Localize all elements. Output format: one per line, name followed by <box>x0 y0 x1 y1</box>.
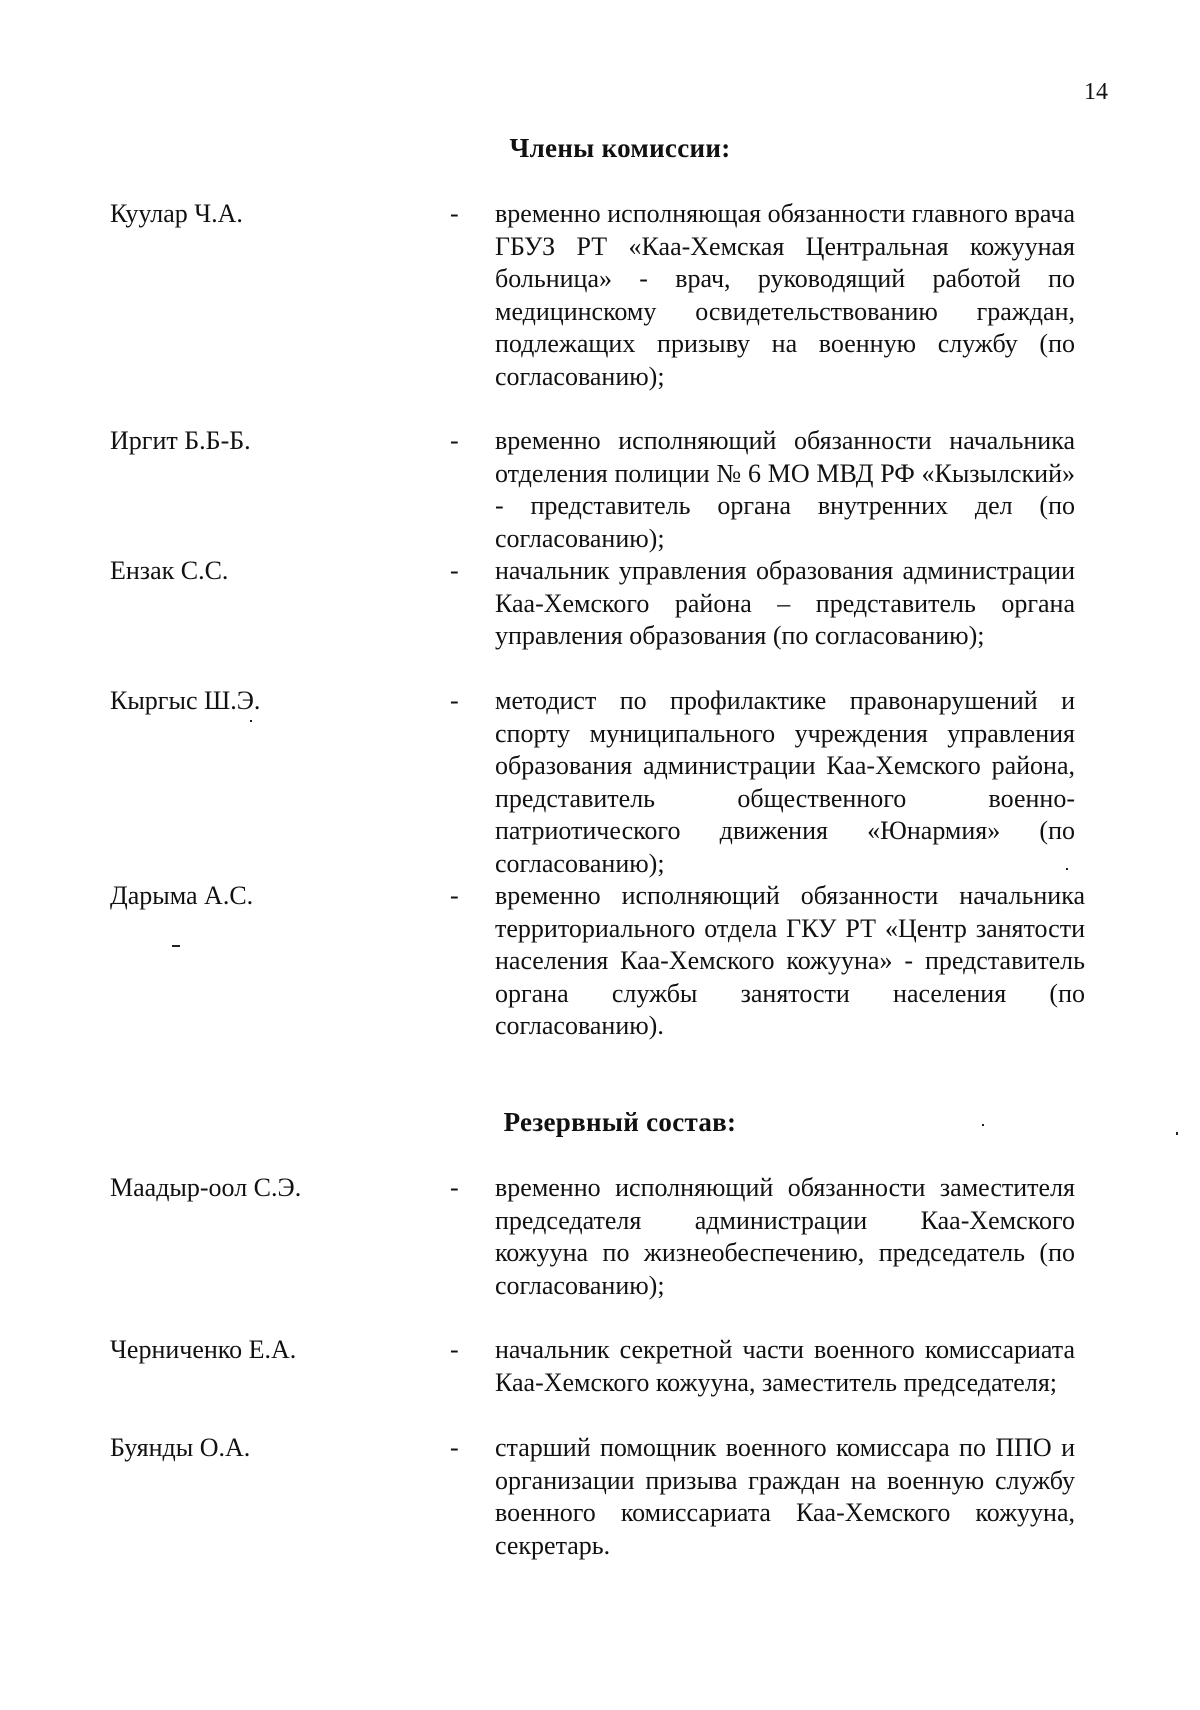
reserve-description: начальник секретной части военного комиссариата Каа-Хемского кожууна, заместитель председателя; <box>495 1335 1075 1397</box>
scan-speck <box>982 1124 984 1126</box>
member-dash: - <box>450 426 459 455</box>
member-name: Иргит Б.Б-Б. <box>110 426 251 455</box>
member-entry <box>0 425 1200 553</box>
reserve-name: Буянды О.А. <box>110 1433 251 1462</box>
reserve-entry <box>0 1334 1200 1397</box>
reserve-description: старший помощник военного комиссара по ППО и организации призыва граждан на военную службу военного комиссариата Каа-Хемского кожууна, секретарь. <box>495 1433 1075 1560</box>
reserve-name: Черниченко Е.А. <box>110 1335 297 1364</box>
member-name: Кыргыс Ш.Э. <box>110 686 261 715</box>
member-dash: - <box>450 556 459 585</box>
reserve-dash: - <box>450 1173 459 1202</box>
reserve-entry <box>0 1432 1200 1560</box>
member-description: временно исполняющая обязанности главного врача ГБУЗ РТ «Каа-Хемская Центральная кожууная больница» - врач, руководящий работой по медицинскому освидетельствованию граждан, подлежащих призыву на военную службу (по согласованию); <box>495 199 1075 391</box>
reserve-description: временно исполняющий обязанности заместителя председателя администрации Каа-Хемского кожууна по жизнеобеспечению, председатель (по согласованию); <box>495 1173 1075 1300</box>
member-name: Куулар Ч.А. <box>110 199 243 228</box>
scan-speck <box>172 945 180 947</box>
member-description: временно исполняющий обязанности начальника отделения полиции № 6 МО МВД РФ «Кызылский» - представитель органа внутренних дел (по согласованию); <box>495 426 1075 553</box>
page-number: 14 <box>1084 79 1108 105</box>
member-description: начальник управления образования администрации Каа-Хемского района – представитель органа управления образования (по согласованию); <box>495 556 1075 650</box>
reserve-heading: Резервный состав: <box>503 1107 737 1137</box>
reserve-dash: - <box>450 1433 459 1462</box>
member-entry <box>0 685 1200 878</box>
member-entry <box>0 555 1200 650</box>
scan-speck <box>250 720 252 722</box>
member-description: методист по профилактике правонарушений и спорту муниципального учреждения управления образования администрации Каа-Хемского района, представитель общественного военно-патриотического движения «Юнармия» (по согласованию); <box>495 686 1075 878</box>
member-dash: - <box>450 881 459 910</box>
scan-speck <box>1176 1132 1178 1135</box>
reserve-dash: - <box>450 1335 459 1364</box>
member-dash: - <box>450 199 459 228</box>
reserve-entry <box>0 1172 1200 1300</box>
members-heading: Члены комиссии: <box>509 133 731 163</box>
member-entry <box>0 880 1200 1040</box>
reserve-name: Маадыр-оол С.Э. <box>110 1173 302 1202</box>
member-dash: - <box>450 686 459 715</box>
member-name: Дарыма А.С. <box>110 881 254 910</box>
member-entry <box>0 198 1200 391</box>
member-description: временно исполняющий обязанности начальника территориального отдела ГКУ РТ «Центр занятости населения Каа-Хемского кожууна» - представитель органа службы занятости населения (по согласованию). <box>495 881 1085 1040</box>
member-name: Ензак С.С. <box>110 556 229 585</box>
scan-speck <box>1066 868 1068 870</box>
